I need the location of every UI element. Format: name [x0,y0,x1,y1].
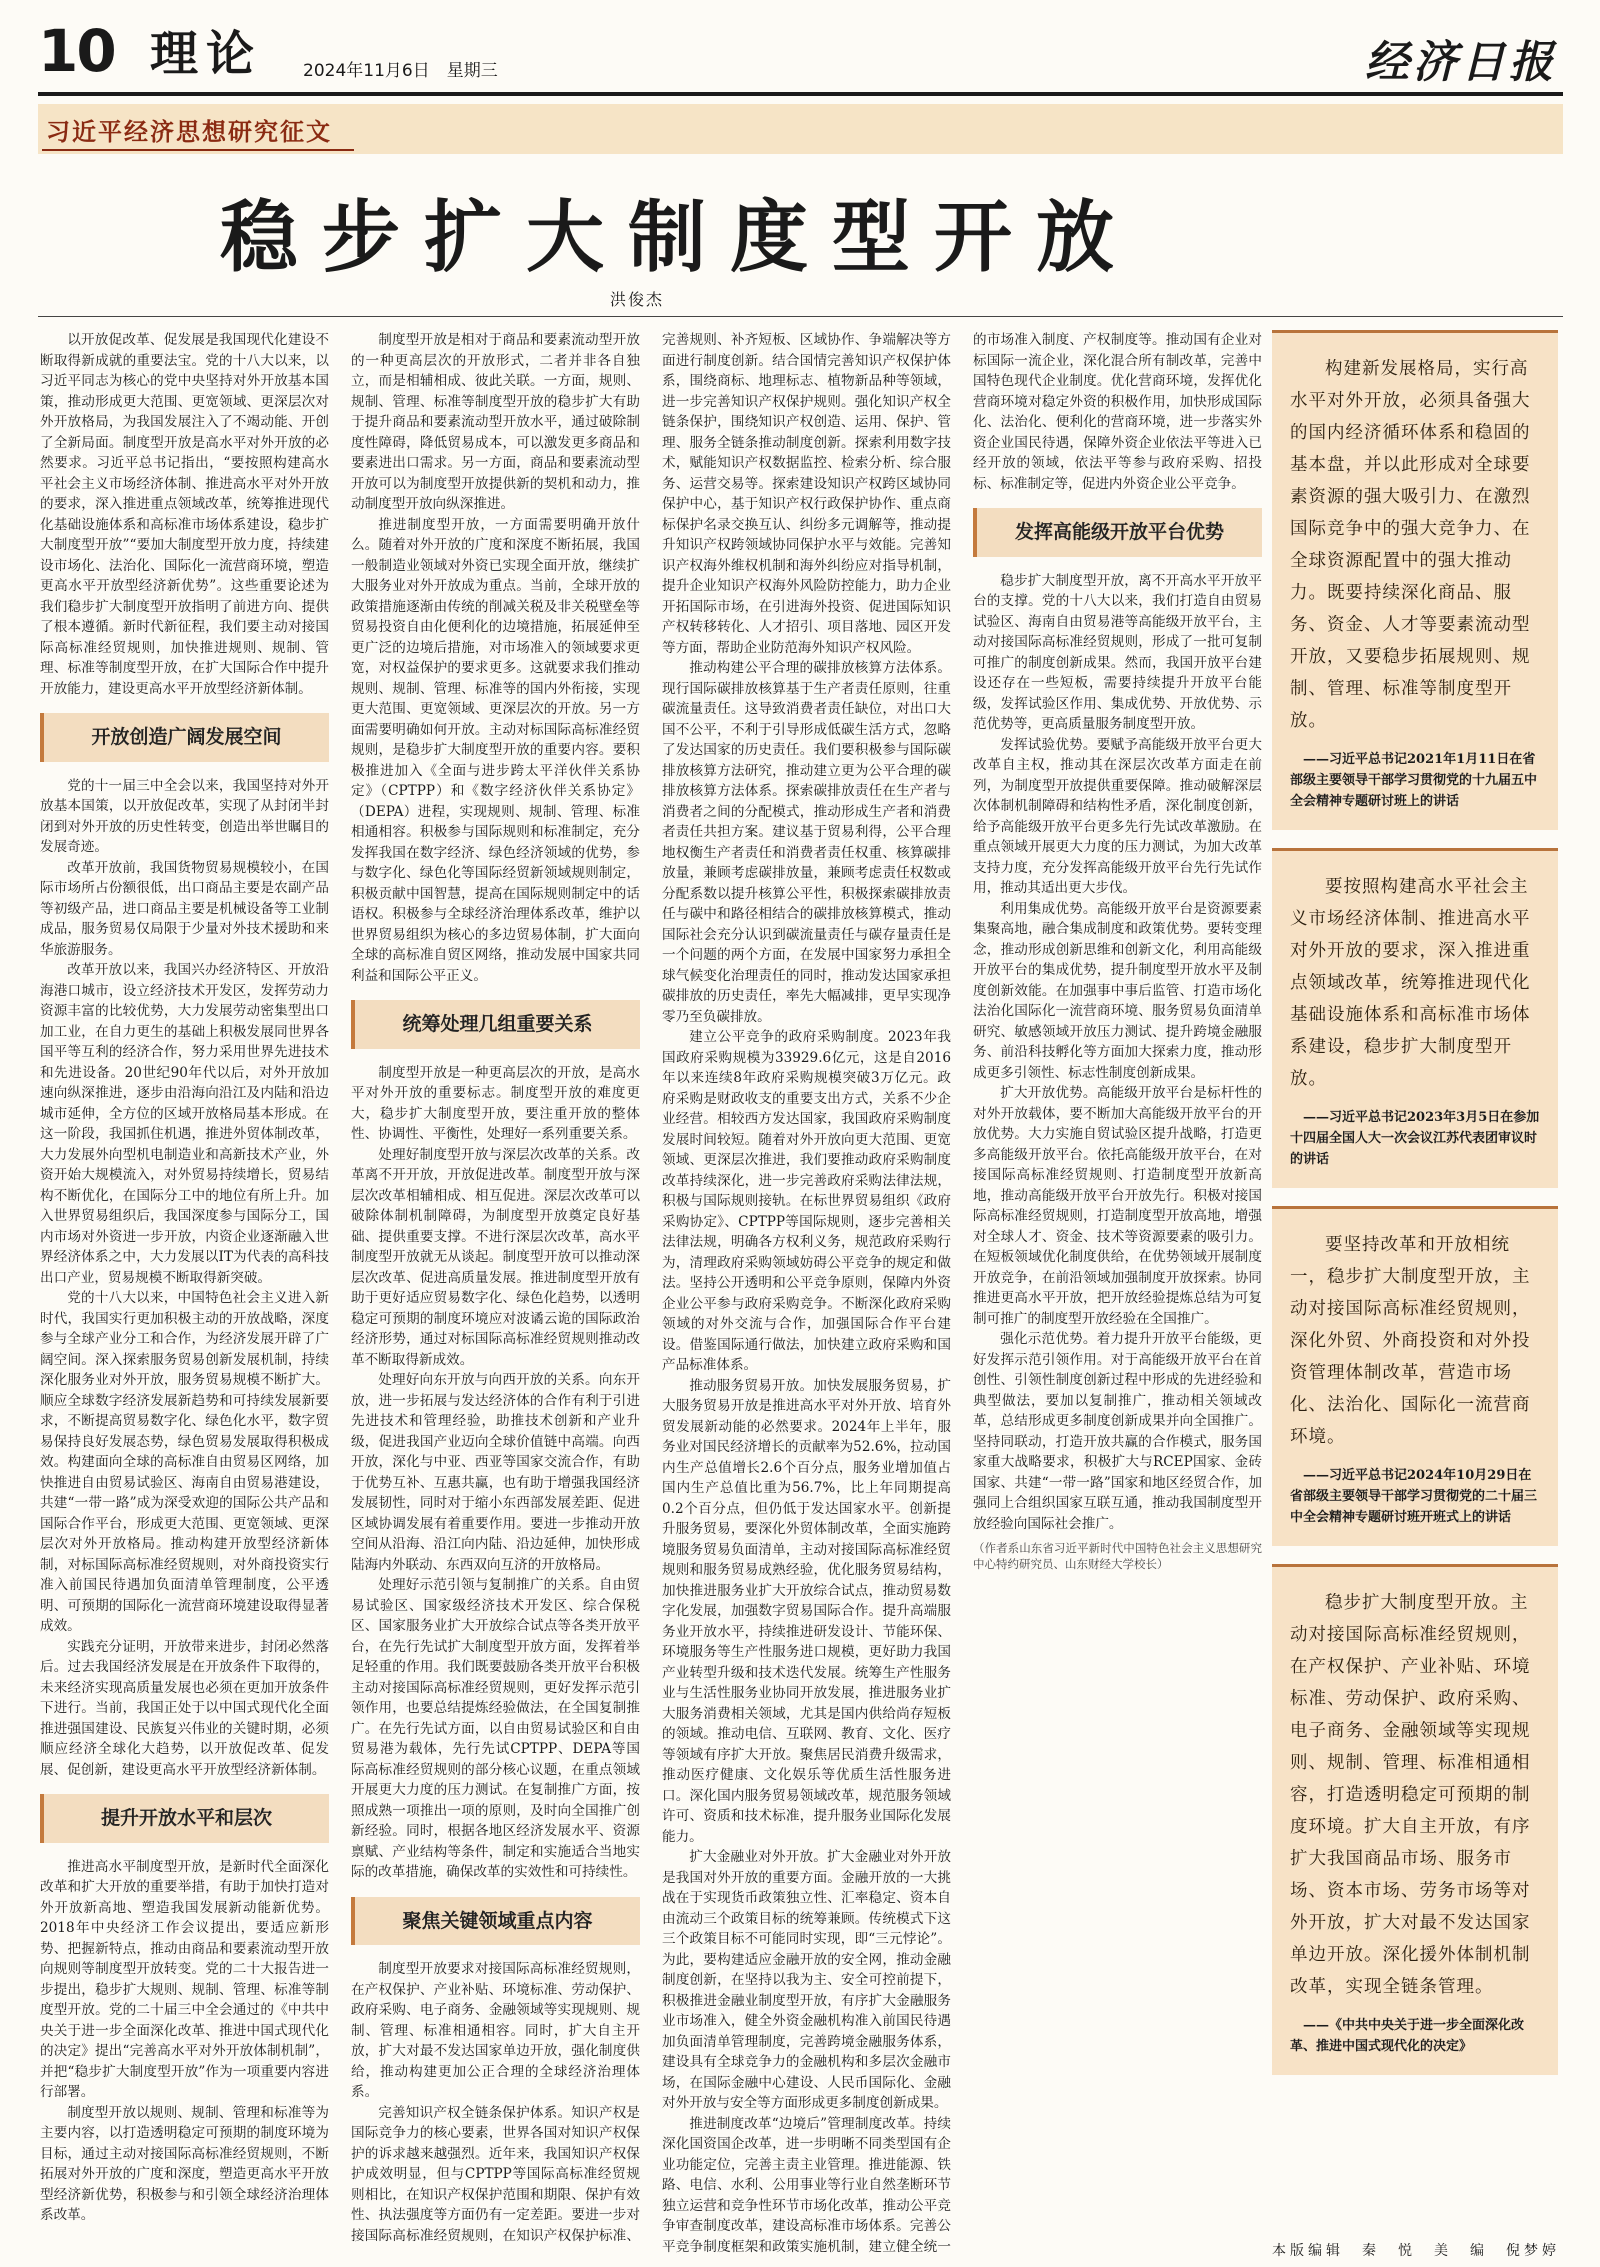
quote-text: 要坚持改革和开放相统一，稳步扩大制度型开放，主动对接国际高标准经贸规则，深化外贸、外商投资和对外投资管理体制改革，营造市场化、法治化、国际化一流营商环境。 [1290,1235,1531,1447]
article-author: 洪俊杰 [610,290,665,309]
body-paragraph: 制度型开放是一种更高层次的开放，是高水平对外开放的重要标志。制度型开放的难度更大，稳步扩大制度型开放，要注重开放的整体性、协调性、平衡性，处理好一系列重要关系。 [351,1064,640,1142]
body-paragraph: 推进高水平制度型开放，是新时代全面深化改革和扩大开放的重要举措，有助于加快打造对外开放新高地、塑造我国发展新动能新优势。2018年中央经济工作会议提出，要适应新形势、把握新特点，推动由商品和要素流动型开放向规则等制度型开放转变。党的二十大报告进一步提出，稳步扩大规则、规制、管理、标准等制度型开放。党的二十届三中全会通过的《中共中央关于进一步全面深化改革、推进中国式现代化的决定》提出“完善高水平对外开放体制机制”，并把“稳步扩大制度型开放”作为一项重要内容进行部署。 [40,1858,329,2100]
body-paragraph: 推进制度改革“边境后”管理制度改革。持续深化国资国企改革，进一步明晰不同类型国有企业功能定位，完善主责主业管理。推进能源、铁路、电信、水利、公用事业等行业自然垄断环节独立运营和竞争性环节市场化改革，推动公平竞争审查制度改革，建设高标准市场体系。完善公平竞争制度框架和政策实施机制，建立健全统一的市场准入制度、产权制度等。推动国有企业对标国际一流企业，深化混合所有制改革，完善中国特色现代企业制度。优化营商环境，发挥优化营商环境对稳定外资的积极作用，加快形成国际化、法治化、便利化的营商环境，进一步落实外资企业国民待遇，保障外资企业依法平等进入已经开放的领域，依法平等参与政府采购、招投标、标准制定等，促进内外资企业公平竞争。 [662,332,1262,2255]
body-paragraph: 党的十一届三中全会以来，我国坚持对外开放基本国策，以开放促改革，实现了从封闭半封闭到对外开放的历史性转变，创造出举世瞩目的发展奇迹。 [40,777,329,855]
quote-source: ——习近平总书记2021年1月11日在省部级主要领导干部学习贯彻党的十九届五中全会精神专题研讨班上的讲话 [1290,752,1538,809]
quote-sidebar [1272,330,1558,2093]
section-name: 理论 [150,26,263,82]
header-divider [38,92,1563,96]
body-paragraph: 利用集成优势。高能级开放平台是资源要素集聚高地，融合集成制度和政策优势。要转变理念，推动形成创新思维和创新文化，利用高能级开放平台的集成优势，提升制度型开放水平及制度创新效能。在加强事中事后监管、打造市场化法治化国际化一流营商环境、服务贸易负面清单研究、敏感领域开放压力测试、提升跨境金融服务、前沿科技孵化等方面加大探索力度，推动形成更多引领性、标志性制度创新成果。 [973,900,1262,1081]
article-title: 稳步扩大制度型开放 [220,193,1139,283]
intro-paragraph: 以开放促改革、促发展是我国现代化建设不断取得新成就的重要法宝。党的十八大以来，以习近平同志为核心的党中央坚持对外开放基本国策，推动形成更大范围、更宽领域、更深层次对外开放格局，为我国发展注入了不竭动能、开创了全新局面。制度型开放是高水平对外开放的必然要求。习近平总书记指出，“要按照构建高水平社会主义市场经济体制、推进高水平对外开放的要求，深入推进重点领域改革，统筹推进现代化基础设施体系和高标准市场体系建设，稳步扩大制度型开放”“要加大制度型开放力度，持续建设市场化、法治化、国际化一流营商环境，塑造更高水平开放型经济新优势”。这些重要论述为我们稳步扩大制度型开放指明了前进方向、提供了根本遵循。新时代新征程，我们要主动对接国际高标准经贸规则，加快推进规则、规制、管理、标准等制度型开放，在扩大国际合作中提升开放能力，建设更高水平开放型经济新体制。 [40,332,329,697]
page-number: 10 [38,17,115,85]
body-paragraph: 党的十八大以来，中国特色社会主义进入新时代，我国实行更加积极主动的开放战略，深度参与全球产业分工和合作，为经济发展开辟了广阔空间。深入探索服务贸易创新发展机制，持续深化服务业对外开放，服务贸易规模不断扩大。顺应全球数字经济发展新趋势和可持续发展新要求，不断提高贸易数字化、绿色化水平，数字贸易保持良好发展态势，绿色贸易发展取得积极成效。构建面向全球的高标准自由贸易区网络，加快推进自由贸易试验区、海南自由贸易港建设，共建“一带一路”成为深受欢迎的国际公共产品和国际合作平台，形成更大范围、更宽领域、更深层次对外开放格局。推动构建开放型经济新体制，对标国际高标准经贸规则，对外商投资实行准入前国民待遇加负面清单管理制度，公平透明、可预期的国际化一流营商环境建设取得显著成效。 [40,1290,329,1634]
body-paragraph: 发挥试验优势。要赋予高能级开放平台更大改革自主权，推动其在深层次改革方面走在前列，为制度型开放提供重要保障。推动破解深层次体制机制障碍和结构性矛盾，深化制度创新，给予高能级开放平台更多先行先试改革激励。在重点领域开展更大力度的压力测试，为加大改革支持力度，充分发挥高能级开放平台先行先试作用，推动其适出更大步伐。 [973,736,1262,896]
quote-box [1272,1206,1558,1546]
body-paragraph: 制度型开放是相对于商品和要素流动型开放的一种更高层次的开放形式，二者并非各自独立，而是相辅相成、彼此关联。一方面，规则、规制、管理、标准等制度型开放的稳步扩大有助于提升商品和要素流动型开放水平，通过破除制度性障碍，降低贸易成本，可以激发更多商品和要素进出口需求。另一方面，商品和要素流动型开放可以为制度型开放提供新的契机和动力，推动制度型开放向纵深推进。 [351,332,640,512]
body-paragraph: 扩大开放优势。高能级开放平台是标杆性的对外开放载体，要不断加大高能级开放平台的开放优势。大力实施自贸试验区提升战略，打造更多高能级开放平台。依托高能级开放平台，在对接国际高标准经贸规则、打造制度型开放新高地，推动高能级开放平台开放先行。积极对接国际高标准经贸规则，打造制度型开放高地，增强对全球人才、资金、技术等资源要素的吸引力。在短板领域优化制度供给，在优势领域开展制度开放竞争，在前沿领域加强制度开放探索。协同推进更高水平开放，把开放经验提炼总结为可复制可推广的制度型开放经验在全国推广。 [973,1085,1262,1327]
body-paragraph: 改革开放前，我国货物贸易规模较小，在国际市场所占份额很低，出口商品主要是农副产品等初级产品，进口商品主要是机械设备等工业制成品，服务贸易仅局限于少量对外技术援助和来华旅游服务。 [40,859,329,958]
body-paragraph: 稳步扩大制度型开放，离不开高水平开放平台的支撑。党的十八大以来，我们打造自由贸易试验区、海南自由贸易港等高能级开放平台，主动对接国际高标准经贸规则，形成了一批可复制可推广的制度创新成果。然而，我国开放平台建设还存在一些短板，需要持续提升开放平台能级，发挥试验区作用、集成优势、开放优势、示范优势等，更高质量服务制度型开放。 [973,572,1262,732]
body-paragraph: 实践充分证明，开放带来进步，封闭必然落后。过去我国经济发展是在开放条件下取得的，未来经济实现高质量发展也必须在更加开放条件下进行。当前，我国正处于以中国式现代化全面推进强国建设、民族复兴伟业的关键时期，必须顺应经济全球化大趋势，以开放促改革、促发展、促创新，建设更高水平开放型经济新体制。 [40,1638,329,1778]
issue-date: 2024年11月6日 星期三 [303,61,498,81]
body-paragraph: 处理好制度型开放与深层次改革的关系。改革离不开开放，开放促进改革。制度型开放与深层次改革相辅相成、相互促进。深层次改革可以破除体制机制障碍，为制度型开放奠定良好基础、提供重要支撑。不进行深层次改革，高水平制度型开放就无从谈起。制度型开放可以推动深层次改革、促进高质量发展。推进制度型开放有助于更好适应贸易数字化、绿色化趋势，以透明稳定可预期的制度环境应对波谲云诡的国际政治经济形势，通过对标国际高标准经贸规则推动改革不断取得新成效。 [351,1146,640,1368]
quote-text: 要按照构建高水平社会主义市场经济体制、推进高水平对外开放的要求，深入推进重点领域改革，统筹推进现代化基础设施体系和高标准市场体系建设，稳步扩大制度型开放。 [1290,877,1531,1089]
quote-box [1272,848,1558,1188]
body-paragraph: 建立公平竞争的政府采购制度。2023年我国政府采购规模为33929.6亿元，这是自2016年以来连续8年政府采购规模突破3万亿元。政府采购是财政收支的重要支出方式，关系不少企业经营。相较西方发达国家，我国政府采购制度发展时间较短。随着对外开放向更大范围、更宽领域、更深层次推进，我们要推动政府采购制度改革持续深化，进一步完善政府采购法律法规，积极与国际规则接轨。在标世界贸易组织《政府采购协定》、CPTPP等国际规则，逐步完善相关法律法规，明确各方权利义务，规范政府采购行为，清理政府采购领域妨碍公平竞争的规定和做法。坚持公开透明和公平竞争原则，保障内外资企业公平参与政府采购竞争。不断深化政府采购领域的对外交流与合作，加强国际合作平台建设。借鉴国际通行做法，加快建立政府采购和国产品标准体系。 [662,1029,951,1373]
body-paragraph: 处理好向东开放与向西开放的关系。向东开放，进一步拓展与发达经济体的合作有利于引进先进技术和管理经验，助推技术创新和产业升级，促进我国产业迈向全球价值链中高端。向西开放，深化与中亚、西亚等国家交流合作，有助于优势互补、互惠共赢，也有助于增强我国经济发展韧性，同时对于缩小东西部发展差距、促进区域协调发展有着重要作用。要进一步推动开放空间从沿海、沿江向内陆、沿边延伸，加快形成陆海内外联动、东西双向互济的开放格局。 [351,1372,640,1573]
author-note: （作者系山东省习近平新时代中国特色社会主义思想研究中心特约研究员、山东财经大学校长） [973,1541,1262,1571]
body-paragraph: 改革开放以来，我国兴办经济特区、开放沿海港口城市，设立经济技术开发区，发挥劳动力资源丰富的比较优势，大力发展劳动密集型出口加工业，在自力更生的基础上积极发展同世界各国平等互利的经济合作，努力采用世界先进技术和先进设备。20世纪90年代以后，对外开放加速向纵深推进，逐步由沿海向沿江及内陆和沿边城市延伸，全方位的区域开放格局基本形成。在这一阶段，我国抓住机遇，推进外贸体制改革，大力发展外向型机电制造业和高新技术产业，外资开始大规模流入，对外贸易持续增长，贸易结构不断优化，在国际分工中的地位有所上升。加入世界贸易组织后，我国深度参与国际分工，国内市场对外资进一步开放，内资企业逐渐融入世界经济体系之中，大力发展以IT为代表的高科技出口产业，贸易规模不断取得新突破。 [40,962,329,1286]
body-paragraph: 推动服务贸易开放。加快发展服务贸易，扩大服务贸易开放是推进高水平对外开放、培育外贸发展新动能的必然要求。2024年上半年，服务业对国民经济增长的贡献率为52.6%，拉动国内生产总值增长2.6个百分点，服务业增加值占国内生产总值比重为56.7%，比上年同期提高0.2个百分点，但仍低于发达国家水平。创新提升服务贸易，要深化外贸体制改革，全面实施跨境服务贸易负面清单，主动对接国际高标准经贸规则和服务贸易成熟经验，优化服务贸易结构，加快推进服务业扩大开放综合试点，推动贸易数字化发展，加强数字贸易国际合作。提升高端服务业开放水平，持续推进研发设计、节能环保、环境服务等生产性服务进口规模，更好助力我国产业转型升级和技术迭代发展。统筹生产性服务业与生活性服务业协同开放发展，推进服务业扩大服务消费相关领域，尤其是国内供给尚存短板的领域。推动电信、互联网、教育、文化、医疗等领域有序扩大开放。聚焦居民消费升级需求，推动医疗健康、文化娱乐等优质生活性服务进口。深化国内服务贸易领域改革，规范服务领域许可、资质和技术标准，提升服务业国际化发展能力。 [662,1377,951,1845]
body-paragraph: 扩大金融业对外开放。扩大金融业对外开放是我国对外开放的重要方面。金融开放的一大挑战在于实现货币政策独立性、汇率稳定、资本自由流动三个政策目标的统筹兼顾。传统模式下这三个政策目标不可能同时实现，即“三元悖论”。为此，要构建适应金融开放的安全网，推动金融制度创新，在坚持以我为主、安全可控前提下，积极推进金融业制度型开放，有序扩大金融服务业市场准入，健全外资金融机构准入前国民待遇加负面清单管理制度，完善跨境金融服务体系，建设具有全球竞争力的金融机构和多层次金融市场，在国际金融中心建设、人民币国际化、金融对外开放与安全等方面形成更多制度创新成果。 [662,1849,951,2111]
page-header [38,17,1563,90]
byline-divider [38,316,1563,317]
quote-box [1272,330,1558,830]
body-paragraph: 制度型开放以规则、规制、管理和标准等为主要内容，以打造透明稳定可预期的制度环境为目标，通过主动对接国际高标准经贸规则，不断拓展对外开放的广度和深度，塑造更高水平开放型经济新优势，积极参与和引领全球经济治理体系改革。 [40,2104,329,2223]
section-heading: 发挥高能级开放平台优势 [973,508,1262,557]
section-heading: 开放创造广阔发展空间 [40,713,329,762]
body-paragraph: 完善知识产权全链条保护体系。知识产权是国际竞争力的核心要素，世界各国对知识产权保护的诉求越来越强烈。近年来，我国知识产权保护成效明显，但与CPTPP等国际高标准经贸规则相比，在知识产权保护范围和期限、保护有效性、执法强度等方面仍有一定差距。要进一步对接国际高标准经贸规则，在知识产权保护标准、完善规则、补齐短板、区域协作、争端解决等方面进行制度创新。结合国情完善知识产权保护体系，围绕商标、地理标志、植物新品种等领域，进一步完善知识产权保护规则。强化知识产权全链条保护，围绕知识产权创造、运用、保护、管理、服务全链条推动制度创新。探索利用数字技术，赋能知识产权数据监控、检索分析、综合服务、运营交易等。探索建设知识产权跨区域协同保护中心，基于知识产权行政保护协作、重点商标保护名录交换互认、纠纷多元调解等，推动提升知识产权跨领域协同保护水平与效能。完善知识产权海外维权机制和海外纠纷应对指导机制，提升企业知识产权海外风险防控能力，助力企业开拓国际市场，在引进海外投资、促进国际知识产权转移转化、人才招引、项目落地、园区开发等方面，帮助企业防范海外知识产权风险。 [351,332,951,2244]
section-heading: 统筹处理几组重要关系 [351,1000,640,1049]
quote-box [1272,1564,1558,2075]
quote-source: ——《中共中央关于进一步全面深化改革、推进中国式现代化的决定》 [1290,2018,1525,2054]
section-heading: 提升开放水平和层次 [40,1794,329,1843]
article-body [40,330,1262,2260]
editor-credits: 本版编辑 秦 悦 美 编 倪梦婷 [1272,2243,1560,2259]
quote-text: 构建新发展格局，实行高水平对外开放，必须具备强大的国内经济循环体系和稳固的基本盘，并以此形成对全球要素资源的强大吸引力、在激烈国际竞争中的强大竞争力、在全球资源配置中的强大推动力。既要持续深化商品、服务、资金、人才等要素流动型开放，又要稳步拓展规则、规制、管理、标准等制度型开放。 [1290,359,1531,731]
column-label: 习近平经济思想研究征文 [42,110,354,151]
section-heading: 聚焦关键领域重点内容 [351,1897,640,1946]
quote-source: ——习近平总书记2023年3月5日在参加十四届全国人大一次会议江苏代表团审议时的讲话 [1290,1110,1540,1167]
body-paragraph: 制度型开放要求对接国际高标准经贸规则，在产权保护、产业补贴、环境标准、劳动保护、政府采购、电子商务、金融领域等实现规则、规制、管理、标准相通相容。同时，扩大自主开放，扩大对最不发达国家单边开放，强化制度供给，推动构建更加公正合理的全球经济治理体系。 [351,1961,640,2100]
body-paragraph: 推动构建公平合理的碳排放核算方法体系。现行国际碳排放核算基于生产者责任原则，往重碳流量责任。这导致消费者责任缺位，对出口大国不公平，不利于引导形成低碳生活方式，忽略了发达国家的历史责任。我们要积极参与国际碳排放核算方法研究，推动建立更为公平合理的碳排放核算方法体系。探索碳排放责任在生产者与消费者之间的分配模式，推动形成生产者和消费者责任共担方案。建议基于贸易利得，公平合理地权衡生产者责任和消费者责任权重、核算碳排放量，兼顾考虑碳排放量，兼顾考虑责任权数或分配系数以提升核算公平性，积极探索碳排放责任与碳中和路径相结合的碳排放核算模式，推动国际社会充分认识到碳流量责任与碳存量责任是一个问题的两个方面，在发展中国家努力承担全球气候变化治理责任的同时，推动发达国家承担碳排放的历史责任，率先大幅减排，更早实现净零乃至负碳排放。 [662,660,951,1025]
quote-text: 稳步扩大制度型开放。主动对接国际高标准经贸规则，在产权保护、产业补贴、环境标准、劳动保护、政府采购、电子商务、金融领域等实现规则、规制、管理、标准相通相容，打造透明稳定可预期的制度环境。扩大自主开放，有序扩大我国商品市场、服务市场、资本市场、劳务市场等对外开放，扩大对最不发达国家单边开放。深化援外体制机制改革，实现全链条管理。 [1290,1593,1531,1997]
newspaper-logo: 经济日报 [1365,37,1557,88]
quote-source: ——习近平总书记2024年10月29日在省部级主要领导干部学习贯彻党的二十届三中全会精神专题研讨班开班式上的讲话 [1290,1468,1538,1525]
body-paragraph: 强化示范优势。着力提升开放平台能级，更好发挥示范引领作用。对于高能级开放平台在首创性、引领性制度创新过程中形成的先进经验和典型做法，要加以复制推广，推动相关领域改革，总结形成更多制度创新成果并向全国推广。坚持同联动，打造开放共赢的合作模式，服务国家重大战略要求，积极扩大与RCEP国家、金砖国家、共建“一带一路”国家和地区经贸合作，加强同上合组织国家互联互通，推动我国制度型开放经验向国际社会推广。 [973,1331,1262,1532]
column-banner [38,104,1563,154]
body-paragraph: 推进制度型开放，一方面需要明确开放什么。随着对外开放的广度和深度不断拓展，我国一般制造业领域对外资已实现全面开放，继续扩大服务业对外开放成为重点。当前，全球开放的政策措施逐渐由传统的削减关税及非关税壁垒等贸易投资自由化便利化的边境措施，拓展延伸至更广泛的边境后措施，对市场准入的领域要求更宽，对权益保护的要求更多。这就要求我们推动规则、规制、管理、标准等的国内外衔接，实现更大范围、更宽领域、更深层次的开放。另一方面需要明确如何开放。主动对标国际高标准经贸规则，是稳步扩大制度型开放的重要内容。要积极推进加入《全面与进步跨太平洋伙伴关系协定》（CPTPP）和《数字经济伙伴关系协定》（DEPA）进程，实现规则、规制、管理、标准相通相容。积极参与国际规则和标准制定，充分发挥我国在数字经济、绿色经济领域的优势，参与数字化、绿色化等国际经贸新领域规则制定，积极贡献中国智慧，提高在国际规则制定中的话语权。积极参与全球经济治理体系改革，维护以世界贸易组织为核心的多边贸易体制，扩大面向全球的高标准自贸区网络，推动发展中国家共同利益和国际公平正义。 [351,516,640,984]
body-paragraph: 处理好示范引领与复制推广的关系。自由贸易试验区、国家级经济技术开发区、综合保税区、国家服务业扩大开放综合试点等各类开放平台，在先行先试扩大制度型开放方面，发挥着举足轻重的作用。我们既要鼓励各类开放平台积极主动对接国际高标准经贸规则，更好发挥示范引领作用，也要总结提炼经验做法，在全国复制推广。在先行先试方面，以自由贸易试验区和自由贸易港为载体，先行先试CPTPP、DEPA等国际高标准经贸规则的部分核心议题，在重点领域开展更大力度的压力测试。在复制推广方面，按照成熟一项推出一项的原则，及时向全国推广创新经验。同时，根据各地区经济发展水平、资源禀赋、产业结构等条件，制定和实施适合当地实际的改革措施，确保改革的实效性和可持续性。 [351,1577,640,1880]
